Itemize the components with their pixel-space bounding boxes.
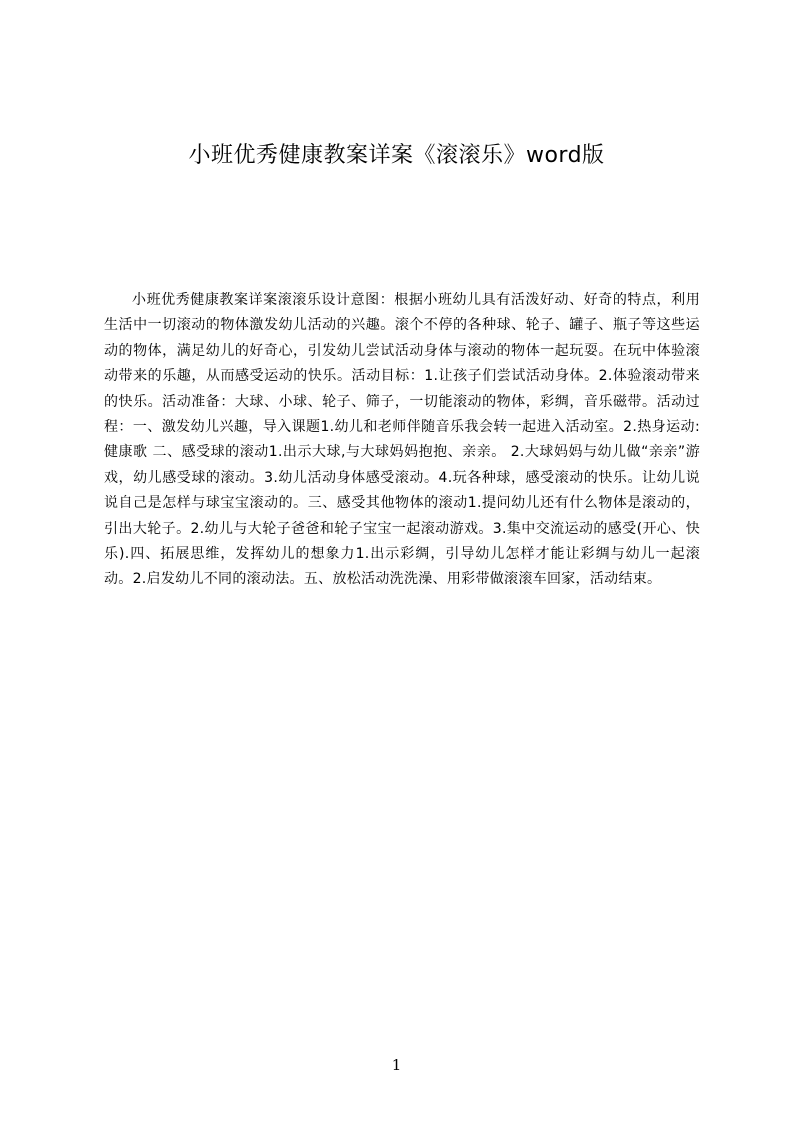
document-body-paragraph: 小班优秀健康教案详案滚滚乐设计意图：根据小班幼儿具有活泼好动、好奇的特点，利用生活中一切滚动的物体激发幼儿活动的兴趣。滚个不停的各种球、轮子、罐子、瓶子等这些运动的物体，满足幼儿的好奇心，引发幼儿尝试活动身体与滚动的物体一起玩耍。在玩中体验滚动带来的乐趣，从而感受运动的快乐。活动目标：1.让孩子们尝试活动身体。2.体验滚动带来的快乐。活动准备：大球、小球、轮子、筛子，一切能滚动的物体，彩绸，音乐磁带。活动过程：一、激发幼儿兴趣，导入课题1.幼儿和老师伴随音乐我会转一起进入活动室。2.热身运动:健康歌 二、感受球的滚动1.出示大球,与大球妈妈抱抱、亲亲。 2.大球妈妈与幼儿做“亲亲”游戏，幼儿感受球的滚动。3.幼儿活动身体感受滚动。4.玩各种球，感受滚动的快乐。让幼儿说说自己是怎样与球宝宝滚动的。三、感受其他物体的滚动1.提问幼儿还有什么物体是滚动的，引出大轮子。2.幼儿与大轮子爸爸和轮子宝宝一起滚动游戏。3.集中交流运动的感受(开心、快乐).四、拓展思维，发挥幼儿的想象力1.出示彩绸，引导幼儿怎样才能让彩绸与幼儿一起滚动。2.启发幼儿不同的滚动法。五、放松活动洗洗澡、用彩带做滚滚车回家，活动结束。 xyxy=(104,292,700,588)
page-number: 1 xyxy=(391,1056,402,1074)
document-title: 小班优秀健康教案详案《滚滚乐》word版 xyxy=(188,143,605,168)
